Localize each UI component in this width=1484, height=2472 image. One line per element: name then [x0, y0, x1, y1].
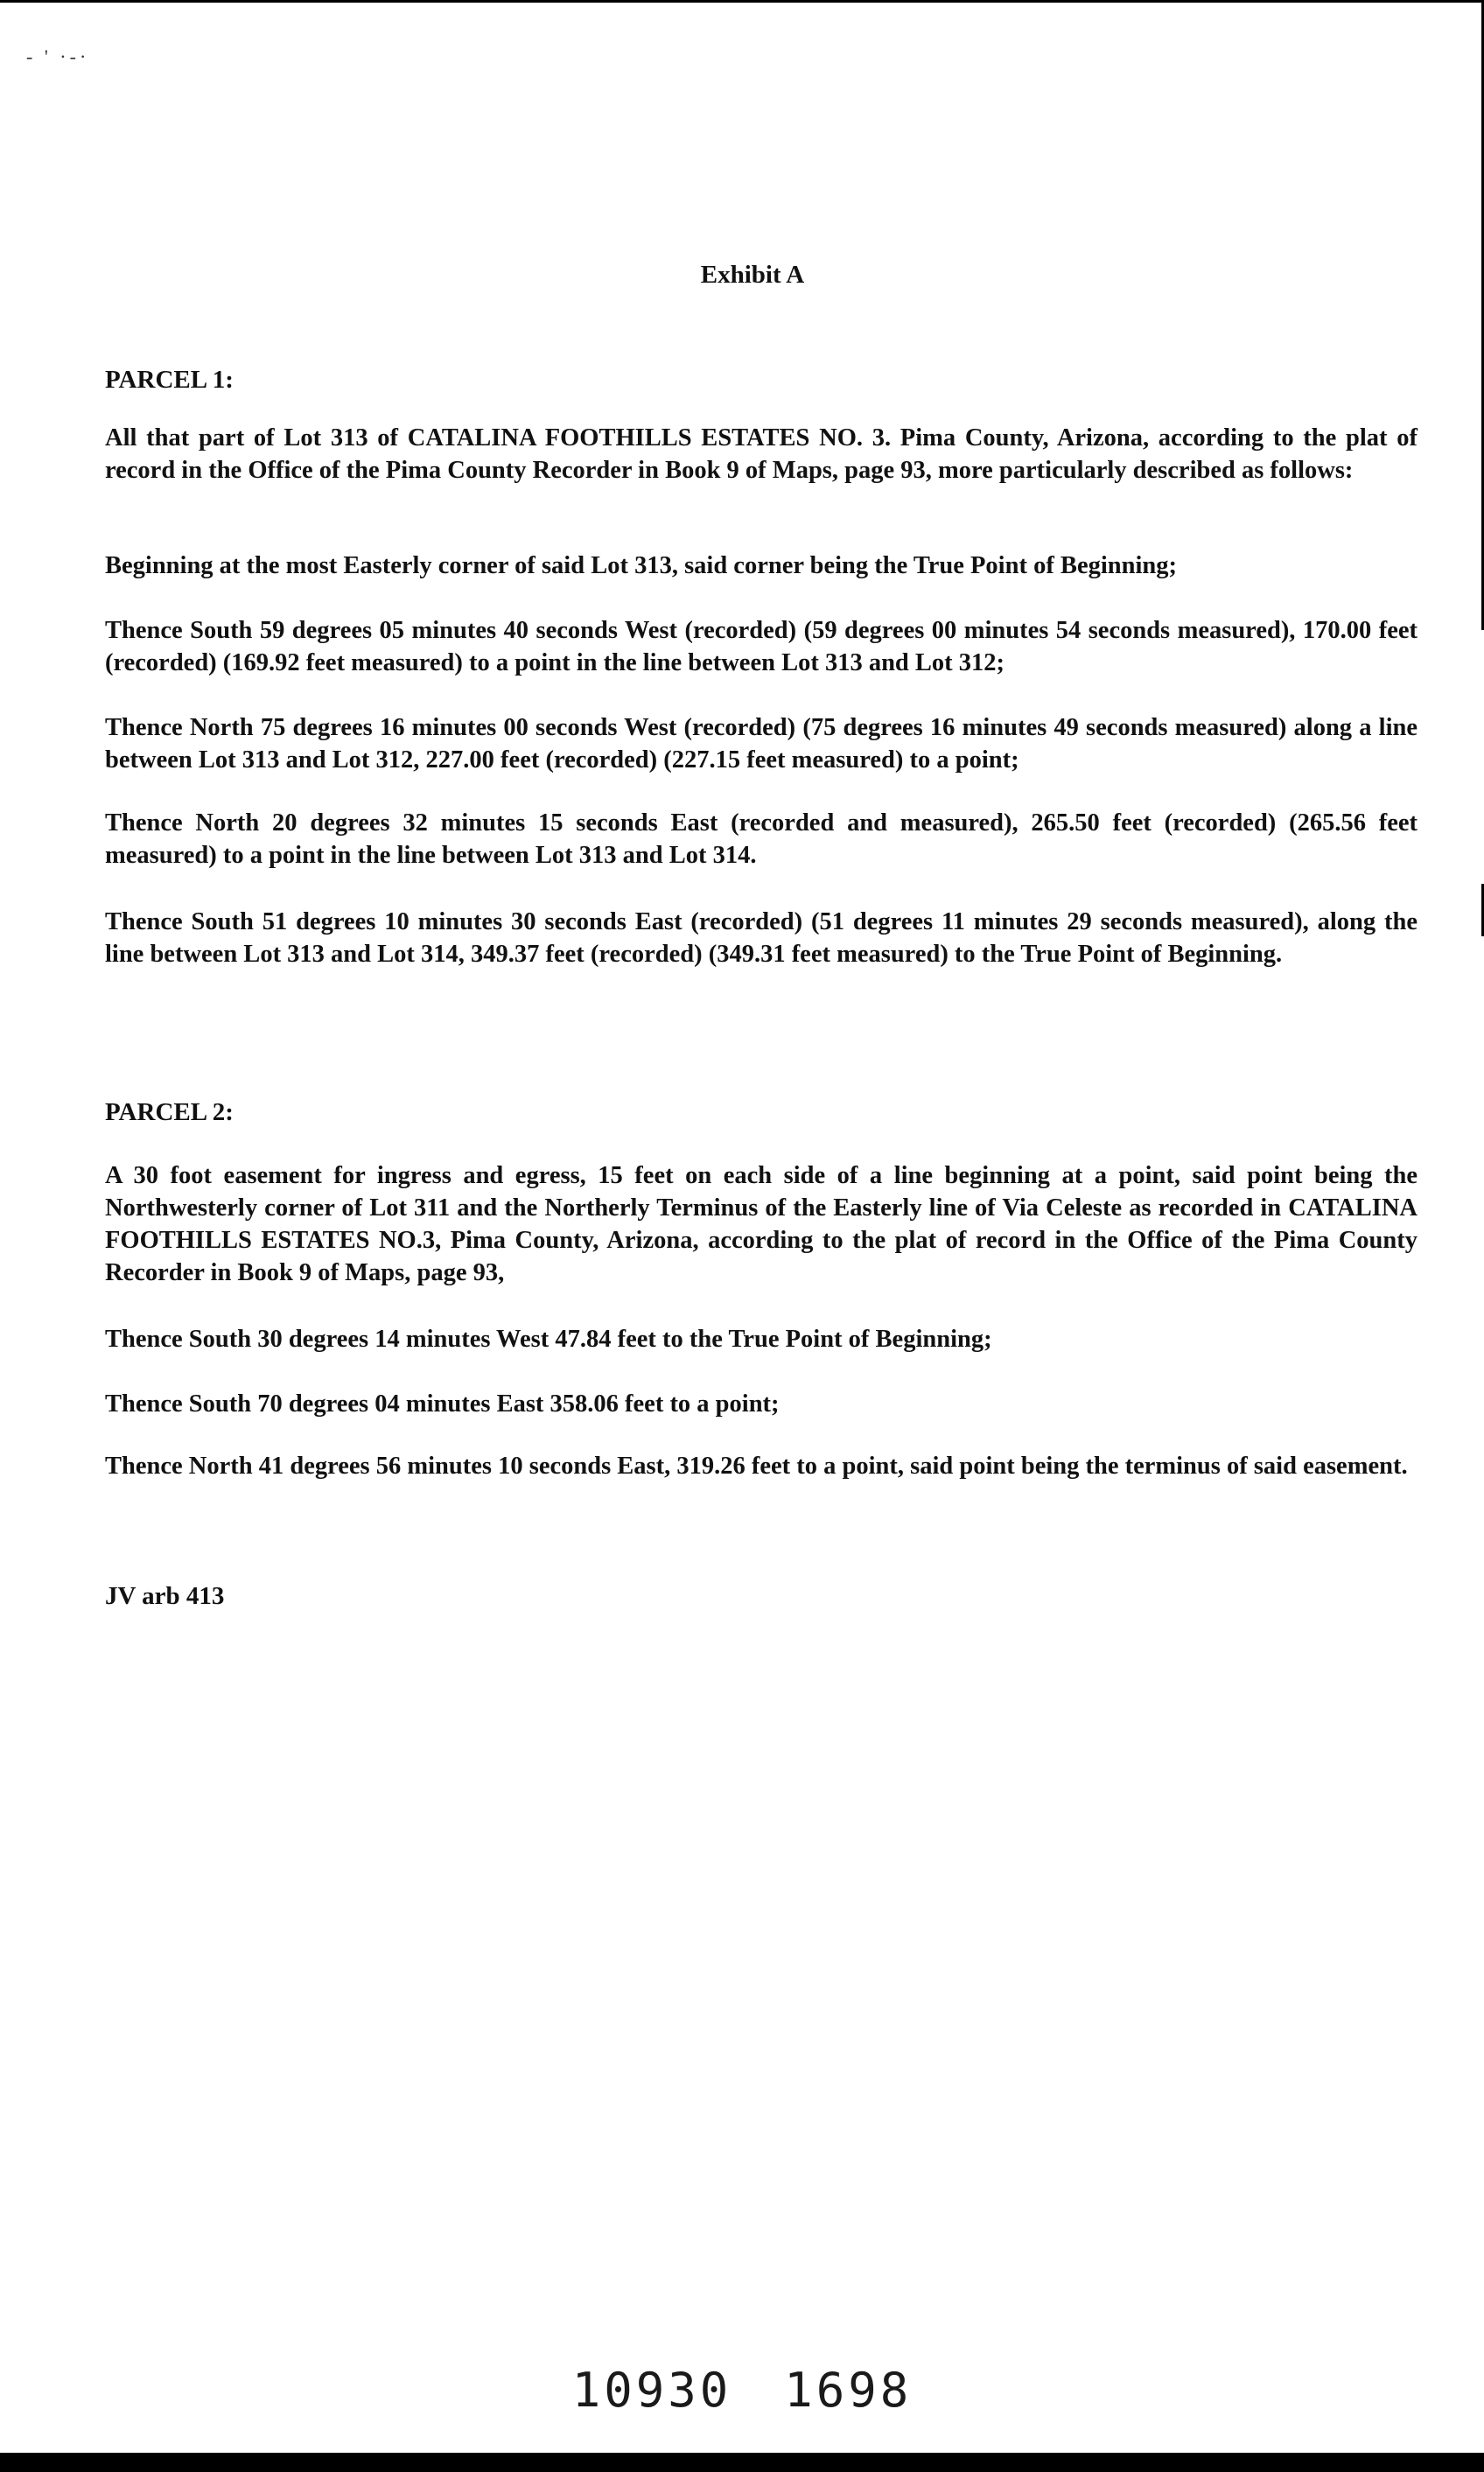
- docket-number: 10930: [571, 2363, 732, 2418]
- parcel-2-paragraph-course-3: Thence North 41 degrees 56 minutes 10 seconds East, 319.26 feet to a point, said point being the terminus of said easement.: [105, 1453, 1408, 1480]
- page-number: 1698: [784, 2363, 913, 2418]
- parcel-2-paragraph-course-2: Thence South 70 degrees 04 minutes East 358.06 feet to a point;: [105, 1390, 780, 1418]
- parcel-1-paragraph-beginning: Beginning at the most Easterly corner of said Lot 313, said corner being the True Point of Beginning;: [105, 552, 1177, 579]
- parcel-1-paragraph-course-1: Thence South 59 degrees 05 minutes 40 seconds West (recorded) (59 degrees 00 minutes 54 seconds measured), 170.00 feet (recorded) (169.92 feet measured) to a point in the line between Lot 313 and Lot 312;: [105, 617, 1418, 676]
- parcel-1-paragraph-intro: All that part of Lot 313 of CATALINA FOOTHILLS ESTATES NO. 3. Pima County, Arizona, according to the plat of record in the Office of the Pima County Recorder in Book 9 of Maps, page 93, more particularly described as follows:: [105, 424, 1418, 484]
- parcel-2-paragraph-easement: A 30 foot easement for ingress and egress, 15 feet on each side of a line beginning at a point, said point being the Northwesterly corner of Lot 311 and the Northerly Terminus of the Easterly line of Via Celeste as recorded in CATALINA FOOTHILLS ESTATES NO.3, Pima County, Arizona, according to the plat of record in the Office of the Pima County Recorder in Book 9 of Maps, page 93,: [105, 1162, 1418, 1286]
- scan-artifact-marks: - ' ·-·: [26, 46, 90, 67]
- parcel-2-heading: PARCEL 2:: [105, 1098, 234, 1126]
- recording-stamp: [0, 2363, 1484, 2418]
- scan-border-bottom: [0, 2453, 1484, 2472]
- document-title: Exhibit A: [700, 261, 805, 289]
- parcel-1-paragraph-course-3: Thence North 20 degrees 32 minutes 15 seconds East (recorded and measured), 265.50 feet (recorded) (265.56 feet measured) to a point in the line between Lot 313 and Lot 314.: [105, 809, 1418, 869]
- parcel-1-paragraph-course-4: Thence South 51 degrees 10 minutes 30 seconds East (recorded) (51 degrees 11 minutes 29 seconds measured), along the line between Lot 313 and Lot 314, 349.37 feet (recorded) (349.31 feet measured) to the True Point of Beginning.: [105, 908, 1418, 968]
- scan-border-top: [0, 0, 1484, 3]
- parcel-1-heading: PARCEL 1:: [105, 366, 234, 394]
- parcel-2-paragraph-course-1: Thence South 30 degrees 14 minutes West 47.84 feet to the True Point of Beginning;: [105, 1326, 992, 1353]
- reference-code: JV arb 413: [105, 1582, 225, 1610]
- parcel-1-paragraph-course-2: Thence North 75 degrees 16 minutes 00 seconds West (recorded) (75 degrees 16 minutes 49 seconds measured) along a line between Lot 313 and Lot 312, 227.00 feet (recorded) (227.15 feet measured) to a point;: [105, 714, 1418, 774]
